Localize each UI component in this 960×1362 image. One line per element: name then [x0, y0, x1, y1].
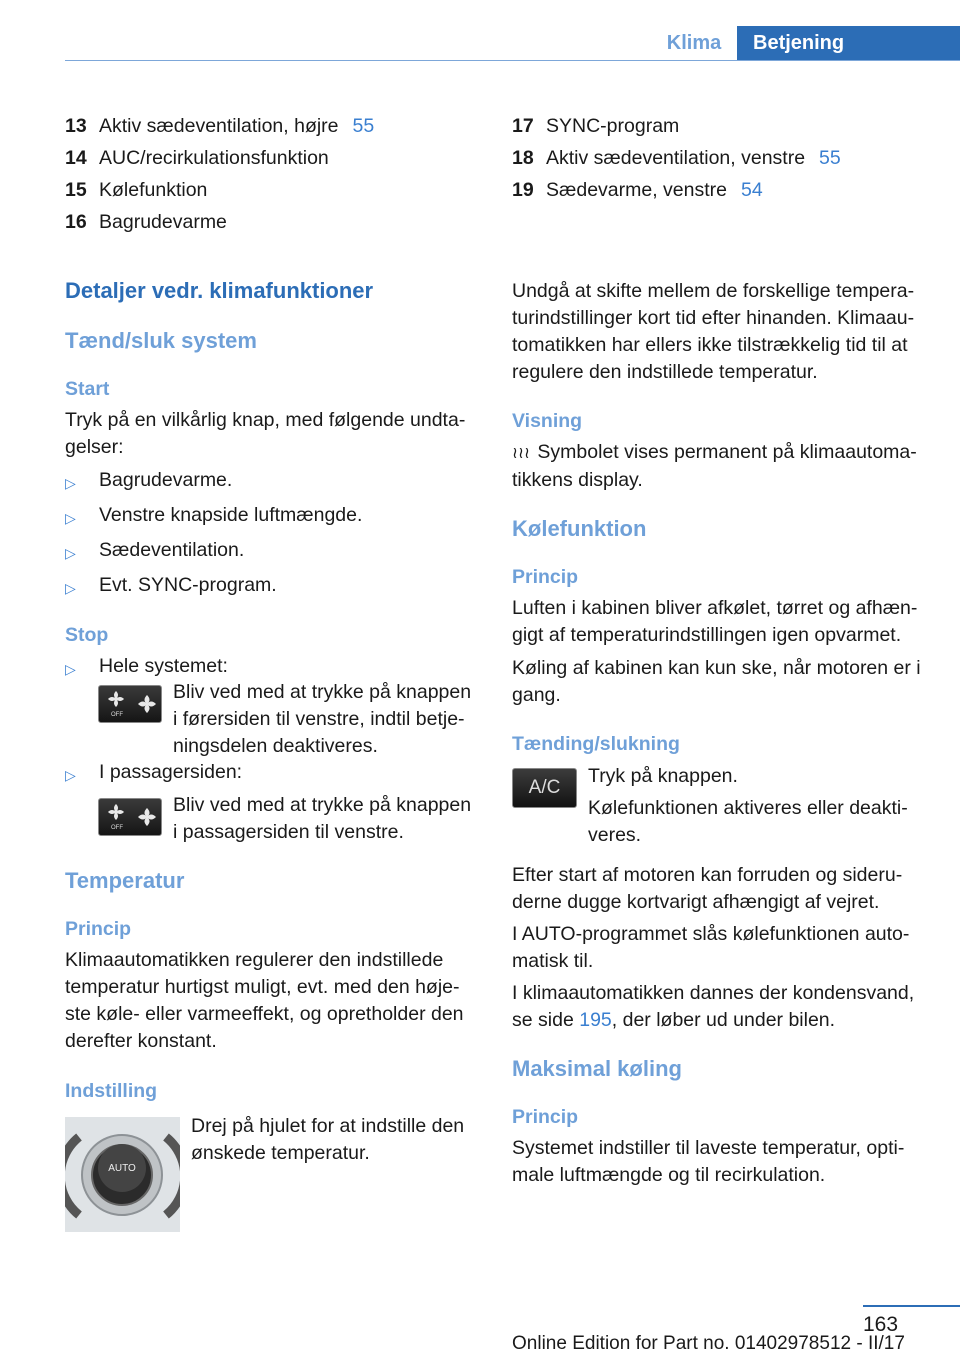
- legend-text: Aktiv sædeventilation, højre: [99, 114, 339, 137]
- auto-label: AUTO: [108, 1163, 136, 1174]
- paragraph: [173, 679, 478, 760]
- legend-item: [65, 142, 477, 174]
- paragraph: Tryk på knappen.: [588, 765, 738, 787]
- bullet-text: Sædeventilation.: [99, 539, 245, 561]
- legend-text: Sædevarme, venstre: [546, 178, 727, 201]
- ac-label: A/C: [528, 777, 561, 798]
- paragraph-heading: Princip: [512, 566, 579, 588]
- triangle-bullet-icon: ▷: [65, 475, 76, 491]
- bullet-item: [65, 537, 477, 567]
- fan-icon: [99, 686, 161, 722]
- off-label: OFF: [111, 712, 123, 718]
- bullet-item: [65, 759, 477, 789]
- legend-text: SYNC-program: [546, 114, 680, 137]
- paragraph: Luften i kabinen bliver afkølet, tørret og afhængigt af temperaturindstillingen igen opvarmet.: [512, 597, 918, 646]
- paragraph: Kølefunktionen aktiveres eller deaktiveres.: [588, 797, 908, 846]
- bullet-text: Bagrudevarme.: [99, 469, 233, 491]
- section-heading: Detaljer vedr. klimafunktioner: [65, 278, 374, 303]
- legend-left: [65, 110, 477, 238]
- bullet-item: [65, 502, 477, 532]
- visning-text: Symbolet vises permanent på klimaautomatikkens display.: [512, 441, 917, 491]
- header-tab-betjening: Betjening: [737, 26, 960, 60]
- subsection-heading: Temperatur: [65, 868, 185, 893]
- page-ref-link[interactable]: 55: [352, 114, 375, 137]
- left-column: [65, 276, 477, 683]
- page-ref-link[interactable]: 54: [741, 178, 763, 201]
- paragraph: Drej på hjulet for at indstille den ønskede temperatur.: [191, 1115, 465, 1164]
- stop-b2-text: Bliv ved med at trykke på knappen i passagersiden til venstre.: [173, 794, 472, 843]
- triangle-bullet-icon: ▷: [65, 661, 76, 677]
- header-rule: [65, 60, 960, 61]
- bullet-item: [65, 572, 477, 602]
- triangle-bullet-icon: ▷: [65, 545, 76, 561]
- legend-item: [512, 174, 924, 206]
- legend-number: 18: [512, 146, 534, 169]
- paragraph: [512, 980, 927, 1034]
- legend-text: Aktiv sædeventilation, venstre: [546, 146, 806, 169]
- legend-item: [65, 110, 477, 142]
- triangle-bullet-icon: ▷: [65, 580, 76, 596]
- after3-text-b: , der løber ud under bilen.: [611, 1009, 836, 1031]
- bullet-text: Hele systemet:: [99, 655, 228, 677]
- heat-wave-icon: ≀≀≀: [512, 445, 530, 462]
- legend-right: [512, 110, 924, 206]
- legend-number: 13: [65, 114, 87, 137]
- triangle-bullet-icon: ▷: [65, 510, 76, 526]
- right-column: [512, 278, 927, 758]
- paragraph: Systemet indstiller til laveste temperatur, optimale luftmængde og til recirkulation.: [512, 1137, 905, 1186]
- triangle-bullet-icon: ▷: [65, 767, 76, 783]
- paragraph: Køling af kabinen kan kun ske, når motoren er i gang.: [512, 657, 921, 706]
- tand-text-block: [588, 763, 928, 849]
- paragraph-heading: Indstilling: [65, 1080, 158, 1102]
- edition-note: Online Edition for Part no. 01402978512 - II/17: [512, 1333, 905, 1354]
- fan-icon: [99, 799, 161, 835]
- paragraph: [512, 439, 927, 494]
- legend-text: Kølefunktion: [99, 178, 208, 201]
- dial-icon: [65, 1117, 180, 1232]
- legend-number: 17: [512, 114, 534, 137]
- bullet-item: [65, 467, 477, 497]
- page-ref-link[interactable]: 195: [579, 1009, 612, 1031]
- legend-text: Bagrudevarme: [99, 210, 227, 233]
- footer-rule: [863, 1305, 960, 1307]
- paragraph-heading: Visning: [512, 410, 583, 432]
- bullet-text: Venstre knapside luftmængde.: [99, 504, 363, 526]
- legend-number: 19: [512, 178, 534, 201]
- legend-item: [65, 174, 477, 206]
- after3-text-a: I klimaautomatikken dannes der kondensvand, se side: [512, 982, 915, 1031]
- paragraph-heading: Tænding/slukning: [512, 733, 680, 755]
- page-number: 163: [863, 1313, 899, 1336]
- kole-after-block: [512, 862, 927, 1189]
- temperature-dial-image: [65, 1117, 180, 1232]
- off-label: OFF: [111, 825, 123, 831]
- legend-item: [512, 142, 924, 174]
- fan-off-button-image: [98, 685, 162, 723]
- page-ref-link[interactable]: 55: [819, 146, 841, 169]
- subsection-heading: Tænd/sluk system: [65, 328, 257, 353]
- legend-text: AUC/recirkulationsfunktion: [99, 146, 329, 169]
- fan-off-button-image: [98, 798, 162, 836]
- legend-item: [512, 110, 924, 142]
- paragraph: Undgå at skifte mellem de forskellige temperaturindstillinger kort tid efter hinanden. Klimaautomatikken har ellers ikke tilstrækkelig tid til at regulere den indstillede temperatur.: [512, 280, 915, 383]
- header-tab-klima: Klima: [666, 32, 722, 54]
- bullet-text: Evt. SYNC-program.: [99, 574, 277, 596]
- legend-number: 16: [65, 210, 87, 233]
- legend-number: 14: [65, 146, 87, 169]
- indstilling-text-block: [191, 1113, 481, 1167]
- paragraph: Tryk på en vilkårlig knap, med følgende undtagelser:: [65, 409, 466, 458]
- stop-b1-text-block: [173, 679, 478, 760]
- temperatur-section: [65, 866, 477, 1105]
- stop-b2-block: [65, 759, 477, 789]
- bullet-text: I passagersiden:: [99, 761, 243, 783]
- legend-item: [65, 206, 477, 238]
- paragraph-heading: Princip: [65, 918, 132, 940]
- stop-b2-text-block: [173, 792, 478, 846]
- subsection-heading: Maksimal køling: [512, 1056, 682, 1081]
- paragraph: Klimaautomatikken regulerer den indstillede temperatur hurtigst muligt, evt. med den højeste køle- eller varmeeffekt, og opretholder den derefter konstant.: [65, 949, 464, 1052]
- paragraph-heading: Start: [65, 378, 110, 400]
- stop-b1-text: Bliv ved med at trykke på knappen i førersiden til venstre, indtil betjeningsdelen deaktiveres.: [173, 681, 472, 757]
- paragraph-heading: Princip: [512, 1106, 579, 1128]
- paragraph-heading: Stop: [65, 624, 109, 646]
- paragraph: I AUTO-programmet slås kølefunktionen automatisk til.: [512, 923, 910, 972]
- ac-button-image: [512, 768, 577, 808]
- paragraph: Efter start af motoren kan forruden og sideruderne dugge kortvarigt afhængigt af vejret.: [512, 864, 903, 913]
- subsection-heading: Kølefunktion: [512, 516, 647, 541]
- legend-number: 15: [65, 178, 87, 201]
